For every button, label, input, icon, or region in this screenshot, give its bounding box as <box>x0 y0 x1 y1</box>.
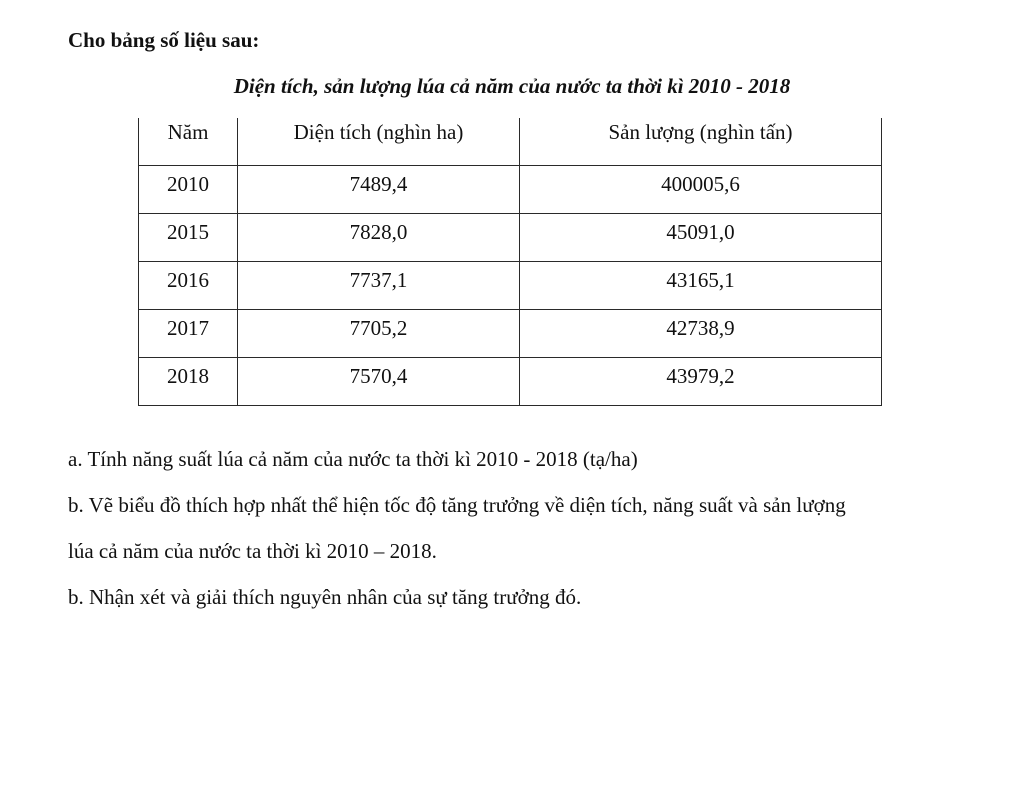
question-b-line-1: b. Vẽ biểu đồ thích hợp nhất thể hiện tốc độ tăng trưởng về diện tích, năng suất và sản lượng <box>68 493 846 517</box>
cell-production: 42738,9 <box>520 310 882 358</box>
table-row <box>139 166 882 214</box>
question-b-line-2: lúa cả năm của nước ta thời kì 2010 – 2018. <box>68 539 437 563</box>
table-row <box>139 310 882 358</box>
table-row <box>139 358 882 406</box>
cell-area: 7828,0 <box>238 214 520 262</box>
table-row <box>139 262 882 310</box>
cell-production: 45091,0 <box>520 214 882 262</box>
questions-section <box>68 448 968 609</box>
cell-area: 7737,1 <box>238 262 520 310</box>
cell-production: 43979,2 <box>520 358 882 406</box>
cell-production: 43165,1 <box>520 262 882 310</box>
table-header-row <box>139 118 882 166</box>
column-header-production: Sản lượng (nghìn tấn) <box>520 118 882 166</box>
cell-year: 2015 <box>139 214 238 262</box>
cell-year: 2010 <box>139 166 238 214</box>
table-title: Diện tích, sản lượng lúa cả năm của nước ta thời kì 2010 - 2018 <box>233 74 791 98</box>
cell-year: 2017 <box>139 310 238 358</box>
cell-production: 400005,6 <box>520 166 882 214</box>
cell-year: 2018 <box>139 358 238 406</box>
question-a: a. Tính năng suất lúa cả năm của nước ta thời kì 2010 - 2018 (tạ/ha) <box>68 447 638 471</box>
cell-year: 2016 <box>139 262 238 310</box>
cell-area: 7489,4 <box>238 166 520 214</box>
table-row <box>139 214 882 262</box>
question-c: b. Nhận xét và giải thích nguyên nhân của sự tăng trưởng đó. <box>68 585 582 609</box>
cell-area: 7705,2 <box>238 310 520 358</box>
column-header-area: Diện tích (nghìn ha) <box>238 118 520 166</box>
document-heading: Cho bảng số liệu sau: <box>68 28 260 52</box>
cell-area: 7570,4 <box>238 358 520 406</box>
data-table <box>138 118 882 406</box>
column-header-year: Năm <box>139 118 238 166</box>
